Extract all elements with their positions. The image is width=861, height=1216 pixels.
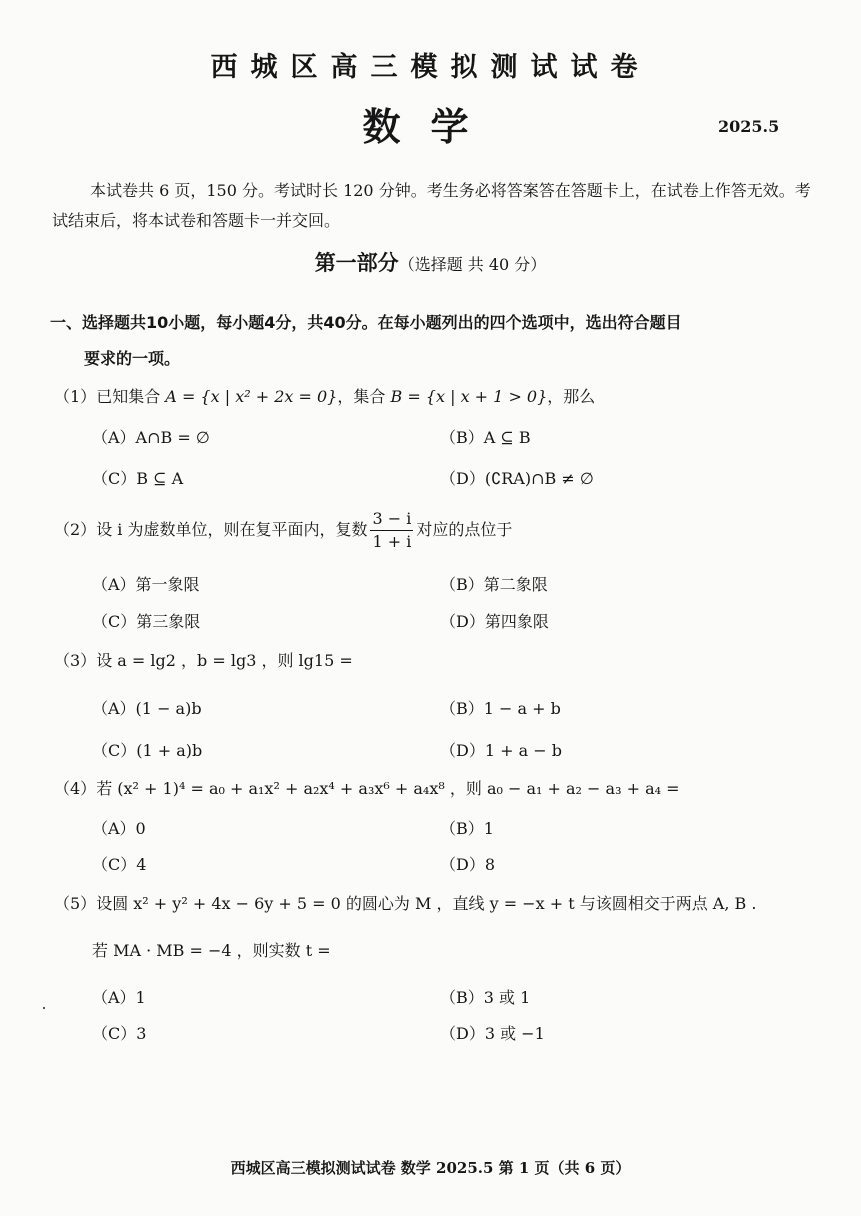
part-heading [0, 247, 861, 277]
option-d: （D）3 或 −1 [440, 1024, 545, 1043]
subject-title: 数学 [362, 105, 499, 149]
fraction-numerator: 3 − i [370, 508, 413, 531]
option-b: （B）1 [440, 819, 494, 838]
question-number: （2） [54, 520, 97, 539]
question-text: 若 (x² + 1)⁴ = a₀ + a₁x² + a₂x⁴ + a₃x⁶ + a₄x⁸ ，则 a₀ − a₁ + a₂ − a₃ + a₄ = [96, 779, 680, 798]
question-number: （3） [54, 651, 97, 670]
question-text: 设 a = lg2 ，b = lg3 ，则 lg15 = [96, 651, 353, 670]
question-text: ，集合 [337, 387, 386, 406]
option-b: （B）1 − a + b [440, 699, 561, 718]
option-a: （A）(1 − a)b [92, 699, 202, 718]
option-b: （B）3 或 1 [440, 988, 531, 1007]
stray-mark [43, 1007, 45, 1009]
option-a: （A）A∩B = ∅ [92, 428, 210, 447]
option-c: （C）4 [92, 855, 147, 874]
exam-date: 2025.5 [718, 117, 780, 136]
option-d: （D）第四象限 [440, 612, 549, 631]
option-d: （D）8 [440, 855, 496, 874]
formula: A = {x | x² + 2x = 0} [165, 387, 338, 406]
option-d: （D）1 + a − b [440, 741, 562, 760]
question-text: ，那么 [547, 387, 596, 406]
question-number: （5） [54, 894, 97, 913]
section-instructions-line1: 一、选择题共10小题，每小题4分，共40分。在每小题列出的四个选项中，选出符合题目 [50, 313, 682, 332]
question-number: （4） [54, 779, 97, 798]
section-instructions-line2: 要求的一项。 [84, 349, 181, 368]
question-text: 已知集合 [96, 387, 161, 406]
option-c: （C）第三象限 [92, 612, 201, 631]
option-a: （A）第一象限 [92, 575, 200, 594]
option-a: （A）1 [92, 988, 146, 1007]
question-number: （1） [54, 387, 97, 406]
question-1-stem [54, 384, 595, 407]
option-d: （D）(∁RA)∩B ≠ ∅ [440, 469, 594, 488]
part-title: 第一部分 [314, 251, 399, 275]
option-b: （B）A ⊆ B [440, 428, 531, 447]
question-5-stem [54, 891, 756, 914]
option-a: （A）0 [92, 819, 146, 838]
part-subtitle: （选择题 共 40 分） [398, 255, 547, 274]
exam-instructions: 本试卷共 6 页，150 分。考试时长 120 分钟。考生务必将答案答在答题卡上，在试卷上作答无效。考试结束后，将本试卷和答题卡一并交回。 [52, 181, 811, 230]
option-b: （B）第二象限 [440, 575, 548, 594]
option-c: （C）3 [92, 1024, 147, 1043]
question-text: 设 i 为虚数单位，则在复平面内，复数 [96, 520, 368, 539]
formula: B = {x | x + 1 > 0} [390, 387, 548, 406]
option-c: （C）B ⊆ A [92, 469, 184, 488]
complex-fraction [370, 508, 413, 553]
question-2-stem [54, 508, 512, 553]
exam-title: 西城区高三模拟测试试卷 [210, 52, 651, 83]
question-4-stem [54, 776, 680, 799]
question-5-stem-line2: 若 MA · MB = −4 ，则实数 t = [92, 941, 331, 960]
fraction-denominator: 1 + i [372, 532, 412, 551]
question-3-stem [54, 648, 353, 671]
question-text: 设圆 x² + y² + 4x − 6y + 5 = 0 的圆心为 M ，直线 y = −x + t 与该圆相交于两点 A, B . [96, 894, 757, 913]
page-footer: 西城区高三模拟测试试卷 数学 2025.5 第 1 页（共 6 页） [230, 1159, 631, 1177]
question-text: 对应的点位于 [416, 520, 513, 539]
option-c: （C）(1 + a)b [92, 741, 203, 760]
